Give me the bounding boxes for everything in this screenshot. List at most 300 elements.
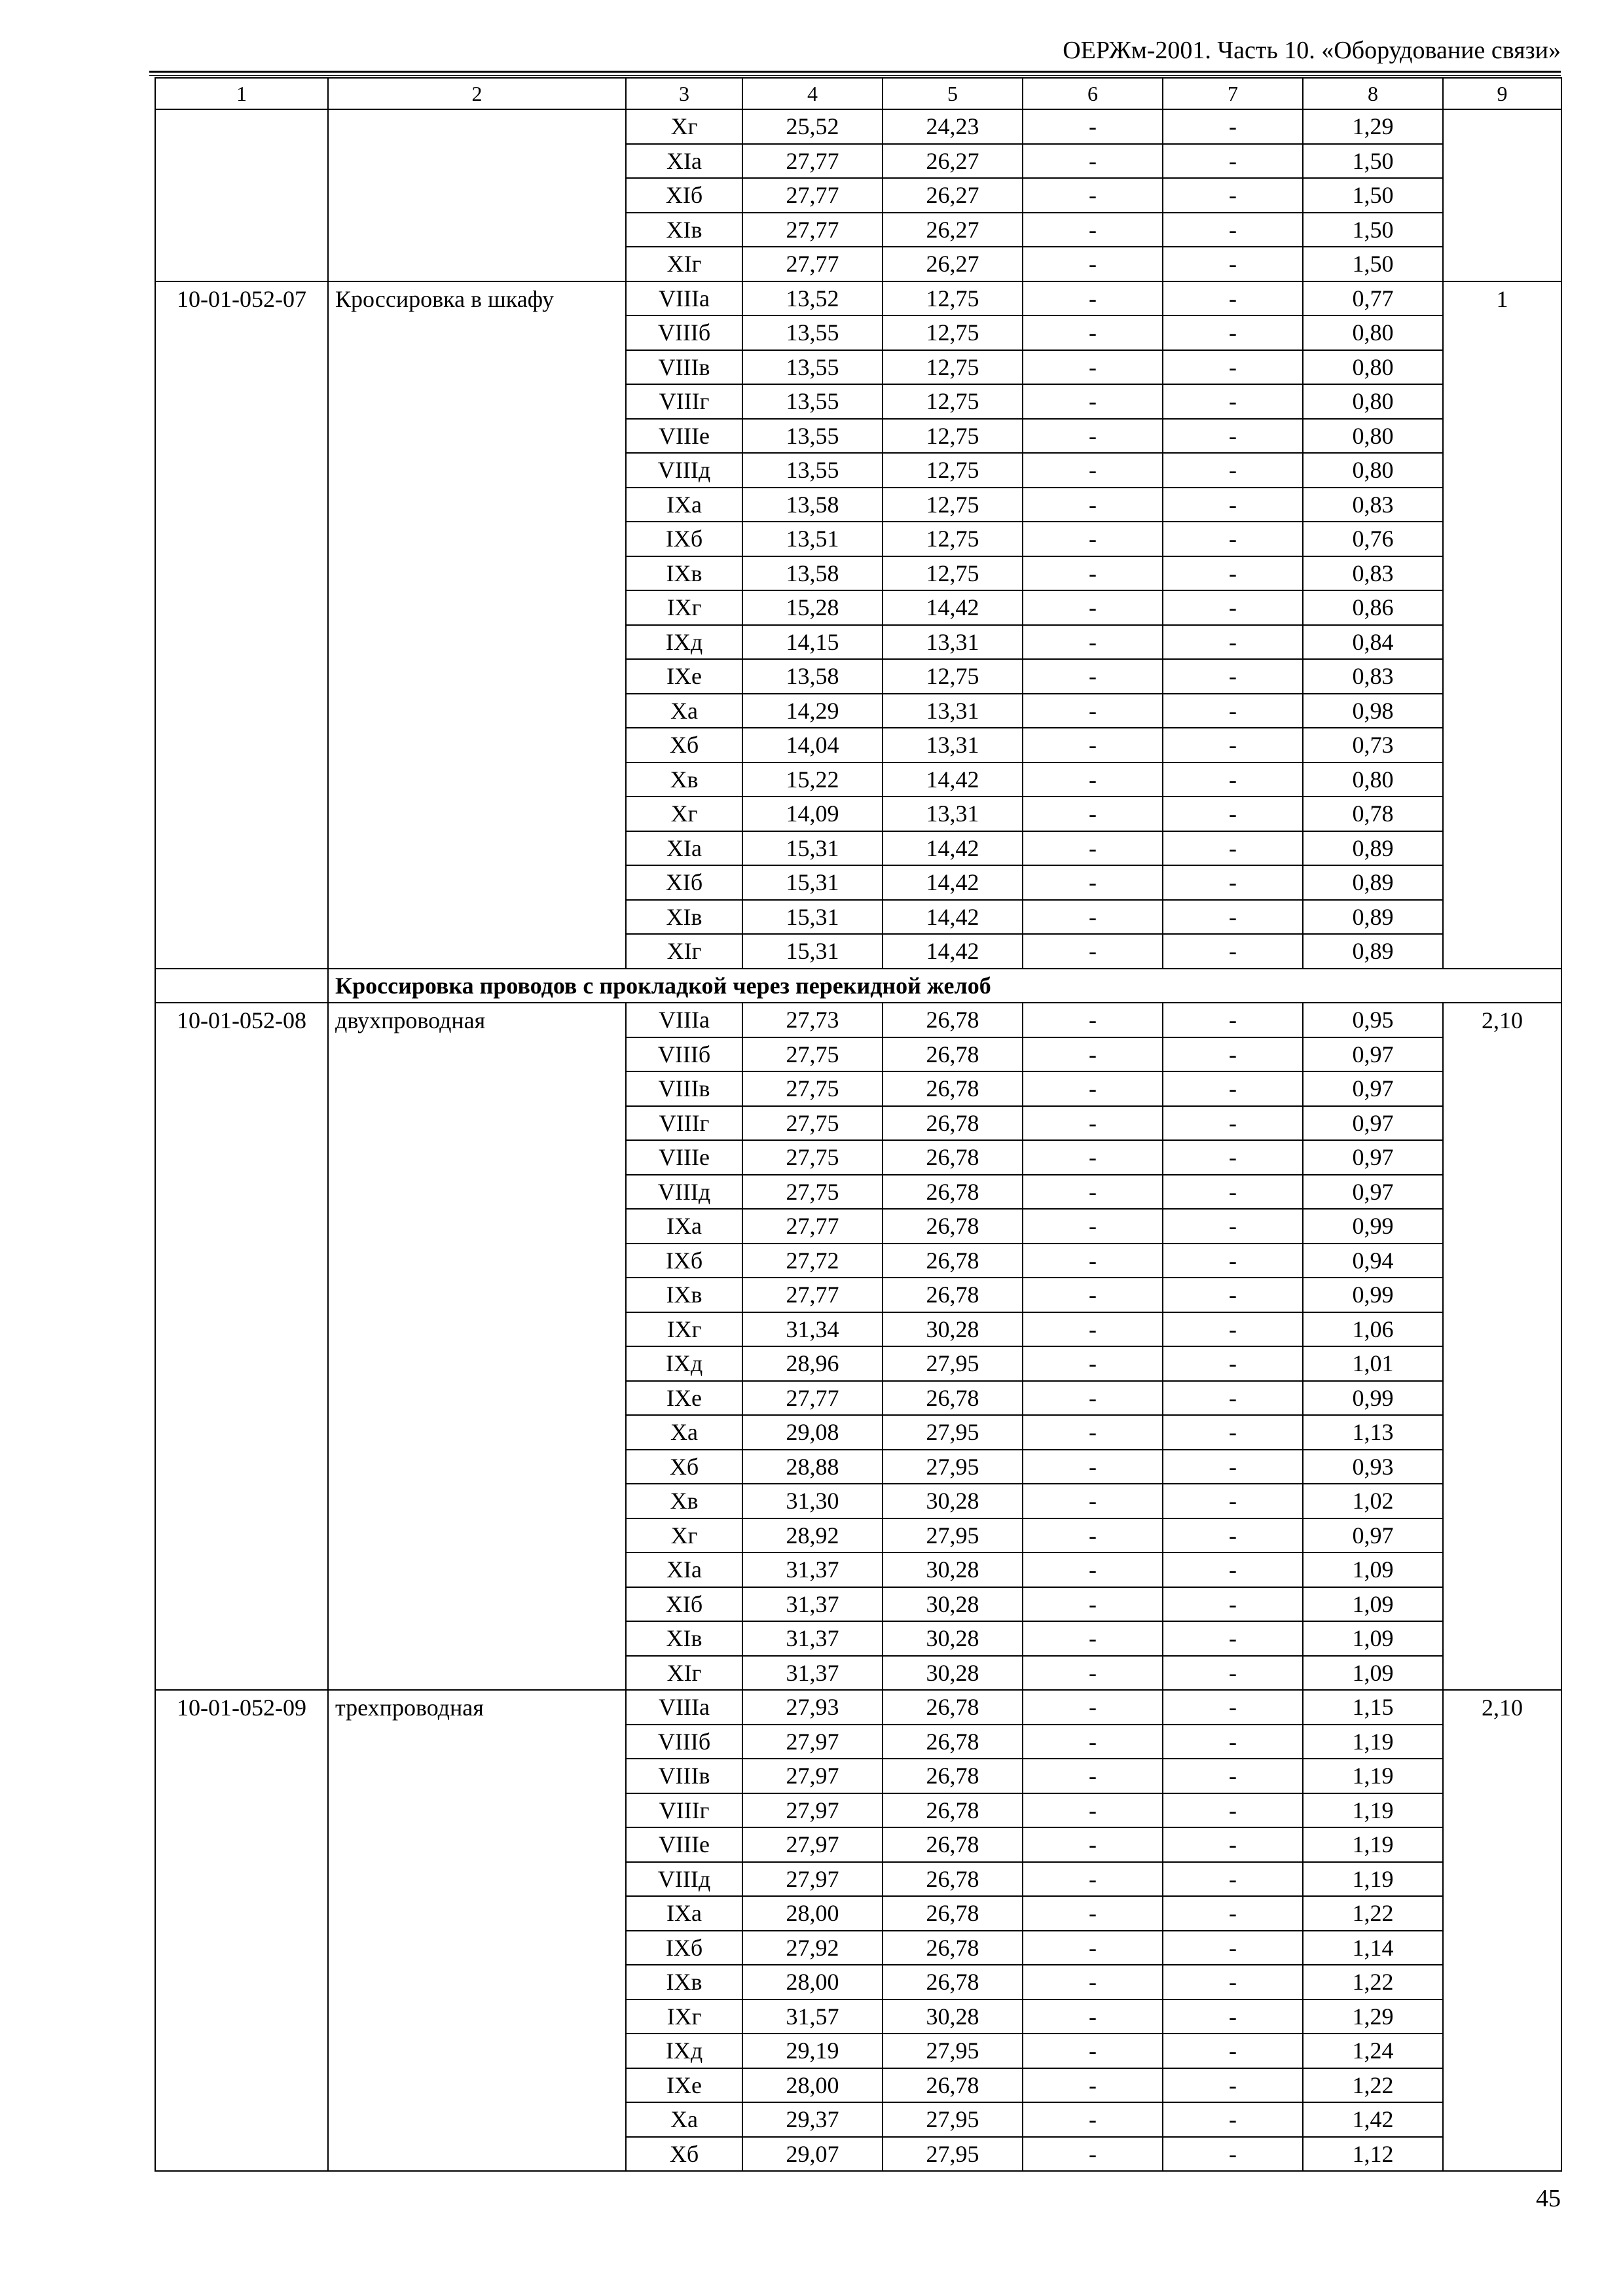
value-cell: 0,99 — [1303, 1209, 1443, 1244]
category-cell: Xб — [626, 2137, 742, 2172]
value-cell: - — [1023, 934, 1163, 969]
value-cell: 12,75 — [883, 522, 1023, 556]
value-cell: 0,94 — [1303, 1244, 1443, 1278]
value-cell: 29,19 — [742, 2034, 883, 2068]
value-cell: - — [1023, 1381, 1163, 1416]
value-cell: 14,29 — [742, 694, 883, 728]
category-cell: Xг — [626, 1518, 742, 1553]
value-cell: 12,75 — [883, 419, 1023, 454]
category-cell: VIIIа — [626, 281, 742, 316]
value-cell: - — [1023, 1965, 1163, 2000]
value-cell: 24,23 — [883, 109, 1023, 144]
value-cell: - — [1163, 659, 1303, 694]
value-cell: - — [1023, 1037, 1163, 1072]
value-cell: 13,31 — [883, 694, 1023, 728]
value-cell: - — [1163, 1450, 1303, 1484]
category-cell: IXг — [626, 590, 742, 625]
value-cell: - — [1163, 144, 1303, 179]
value-cell: - — [1163, 1175, 1303, 1210]
value-cell: - — [1023, 1278, 1163, 1312]
value-cell: - — [1163, 1793, 1303, 1828]
category-cell: VIIIд — [626, 1862, 742, 1897]
value-cell: 1,19 — [1303, 1793, 1443, 1828]
value-cell: 27,75 — [742, 1106, 883, 1141]
value-cell: - — [1163, 694, 1303, 728]
column-header: 2 — [328, 78, 626, 109]
category-cell: IXе — [626, 2068, 742, 2103]
value-cell: - — [1163, 1071, 1303, 1106]
category-cell: Xа — [626, 694, 742, 728]
value-cell: - — [1163, 453, 1303, 488]
category-cell: IXа — [626, 1209, 742, 1244]
value-cell: - — [1163, 865, 1303, 900]
value-cell: 14,42 — [883, 831, 1023, 866]
value-cell: - — [1023, 213, 1163, 247]
value-cell: - — [1023, 1003, 1163, 1037]
norm-name: двухпроводная — [328, 1003, 626, 1690]
value-cell: - — [1163, 1656, 1303, 1691]
column-header: 8 — [1303, 78, 1443, 109]
category-cell: VIIIа — [626, 1690, 742, 1725]
value-cell: - — [1163, 556, 1303, 591]
value-cell: 27,75 — [742, 1175, 883, 1210]
value-cell: 30,28 — [883, 1656, 1023, 1691]
value-cell: 0,89 — [1303, 934, 1443, 969]
category-cell: XIв — [626, 213, 742, 247]
value-cell: 31,37 — [742, 1587, 883, 1622]
value-cell: 1,50 — [1303, 247, 1443, 281]
value-cell: 26,78 — [883, 1862, 1023, 1897]
category-cell: VIIIе — [626, 1827, 742, 1862]
value-cell: - — [1163, 1278, 1303, 1312]
value-cell: 13,55 — [742, 453, 883, 488]
value-cell: - — [1163, 900, 1303, 935]
value-cell: - — [1163, 2137, 1303, 2172]
value-cell: 29,07 — [742, 2137, 883, 2172]
value-cell: - — [1163, 590, 1303, 625]
value-cell: 13,58 — [742, 556, 883, 591]
value-cell: - — [1023, 1587, 1163, 1622]
value-cell: 28,92 — [742, 1518, 883, 1553]
value-cell: - — [1023, 1552, 1163, 1587]
value-cell: 30,28 — [883, 1552, 1023, 1587]
value-cell: - — [1163, 1965, 1303, 2000]
value-cell: 26,78 — [883, 1037, 1023, 1072]
category-cell: VIIIг — [626, 1793, 742, 1828]
value-cell: - — [1163, 1759, 1303, 1793]
category-cell: VIIIв — [626, 1071, 742, 1106]
value-cell: 30,28 — [883, 1484, 1023, 1518]
value-cell: 27,75 — [742, 1071, 883, 1106]
value-cell: 12,75 — [883, 350, 1023, 385]
value-cell: - — [1163, 762, 1303, 797]
value-cell: - — [1023, 1312, 1163, 1347]
value-cell: 13,55 — [742, 384, 883, 419]
value-cell: - — [1163, 1244, 1303, 1278]
norm-code — [155, 109, 328, 281]
value-cell: 0,80 — [1303, 762, 1443, 797]
value-cell: - — [1163, 831, 1303, 866]
value-cell: - — [1023, 1244, 1163, 1278]
page-number: 45 — [1536, 2185, 1561, 2212]
value-cell: 13,55 — [742, 419, 883, 454]
value-cell: 1,50 — [1303, 178, 1443, 213]
value-cell: - — [1023, 419, 1163, 454]
column-header: 5 — [883, 78, 1023, 109]
category-cell: IXа — [626, 488, 742, 522]
value-cell: 26,78 — [883, 1827, 1023, 1862]
category-cell: VIIIд — [626, 453, 742, 488]
section-row — [155, 969, 1561, 1003]
category-cell: Xв — [626, 762, 742, 797]
value-cell: 0,83 — [1303, 659, 1443, 694]
value-cell: - — [1163, 1415, 1303, 1450]
value-cell: 12,75 — [883, 556, 1023, 591]
value-cell: - — [1023, 2034, 1163, 2068]
value-cell: 13,51 — [742, 522, 883, 556]
value-cell: 1,14 — [1303, 1931, 1443, 1965]
section-code-cell — [155, 969, 328, 1003]
norm-code: 10-01-052-07 — [155, 281, 328, 969]
value-cell: - — [1163, 2068, 1303, 2103]
value-cell: 0,83 — [1303, 556, 1443, 591]
value-cell: 0,86 — [1303, 590, 1443, 625]
value-cell: 1,09 — [1303, 1656, 1443, 1691]
value-cell: - — [1163, 934, 1303, 969]
category-cell: VIIIв — [626, 350, 742, 385]
value-cell: 26,78 — [883, 1106, 1023, 1141]
category-cell: VIIIб — [626, 1725, 742, 1759]
value-cell: 27,95 — [883, 2137, 1023, 2172]
value-cell: 31,34 — [742, 1312, 883, 1347]
value-cell: 1,42 — [1303, 2102, 1443, 2137]
norm-factor: 2,10 — [1443, 1003, 1561, 1690]
value-cell: - — [1163, 2102, 1303, 2137]
value-cell: 27,95 — [883, 1518, 1023, 1553]
value-cell: - — [1023, 384, 1163, 419]
value-cell: 14,09 — [742, 797, 883, 831]
value-cell: 27,75 — [742, 1037, 883, 1072]
value-cell: 30,28 — [883, 1621, 1023, 1656]
value-cell: - — [1163, 1037, 1303, 1072]
value-cell: 29,37 — [742, 2102, 883, 2137]
value-cell: - — [1023, 350, 1163, 385]
value-cell: - — [1163, 419, 1303, 454]
value-cell: 31,37 — [742, 1552, 883, 1587]
value-cell: - — [1163, 1381, 1303, 1416]
norms-table-body — [155, 109, 1561, 2171]
value-cell: - — [1023, 1793, 1163, 1828]
value-cell: 1,19 — [1303, 1862, 1443, 1897]
value-cell: 0,83 — [1303, 488, 1443, 522]
value-cell: - — [1023, 2000, 1163, 2034]
value-cell: 26,27 — [883, 144, 1023, 179]
category-cell: VIIIе — [626, 1140, 742, 1175]
value-cell: - — [1163, 384, 1303, 419]
category-cell: IXе — [626, 1381, 742, 1416]
value-cell: - — [1023, 1827, 1163, 1862]
norm-name: Кроссировка в шкафу — [328, 281, 626, 969]
value-cell: 14,42 — [883, 865, 1023, 900]
value-cell: - — [1163, 1484, 1303, 1518]
value-cell: 1,19 — [1303, 1827, 1443, 1862]
value-cell: - — [1163, 1931, 1303, 1965]
value-cell: - — [1023, 900, 1163, 935]
value-cell: 27,77 — [742, 213, 883, 247]
category-cell: Xв — [626, 1484, 742, 1518]
value-cell: 1,01 — [1303, 1346, 1443, 1381]
value-cell: 26,78 — [883, 1725, 1023, 1759]
value-cell: - — [1023, 109, 1163, 144]
value-cell: 0,97 — [1303, 1106, 1443, 1141]
value-cell: 26,78 — [883, 1690, 1023, 1725]
value-cell: 27,97 — [742, 1725, 883, 1759]
value-cell: - — [1023, 1106, 1163, 1141]
value-cell: 29,08 — [742, 1415, 883, 1450]
value-cell: - — [1163, 1896, 1303, 1931]
value-cell: 27,97 — [742, 1862, 883, 1897]
category-cell: XIв — [626, 900, 742, 935]
value-cell: 0,80 — [1303, 419, 1443, 454]
value-cell: 31,37 — [742, 1656, 883, 1691]
value-cell: - — [1023, 1209, 1163, 1244]
value-cell: 15,31 — [742, 831, 883, 866]
category-cell: XIб — [626, 865, 742, 900]
norms-table — [155, 77, 1562, 2172]
value-cell: - — [1163, 178, 1303, 213]
value-cell: 14,42 — [883, 762, 1023, 797]
category-cell: IXв — [626, 556, 742, 591]
category-cell: IXд — [626, 1346, 742, 1381]
value-cell: - — [1163, 247, 1303, 281]
value-cell: - — [1023, 1621, 1163, 1656]
value-cell: 27,77 — [742, 178, 883, 213]
column-header: 1 — [155, 78, 328, 109]
category-cell: Xа — [626, 1415, 742, 1450]
value-cell: - — [1023, 1862, 1163, 1897]
value-cell: 1,50 — [1303, 144, 1443, 179]
category-cell: VIIIг — [626, 384, 742, 419]
category-cell: VIIIд — [626, 1175, 742, 1210]
category-cell: IXд — [626, 2034, 742, 2068]
value-cell: - — [1163, 350, 1303, 385]
value-cell: 0,97 — [1303, 1140, 1443, 1175]
column-header: 6 — [1023, 78, 1163, 109]
value-cell: 0,97 — [1303, 1175, 1443, 1210]
value-cell: 27,77 — [742, 144, 883, 179]
value-cell: 26,27 — [883, 247, 1023, 281]
value-cell: 27,97 — [742, 1759, 883, 1793]
column-header: 7 — [1163, 78, 1303, 109]
category-cell: Xб — [626, 1450, 742, 1484]
value-cell: 1,24 — [1303, 2034, 1443, 2068]
value-cell: - — [1023, 625, 1163, 660]
value-cell: 26,78 — [883, 2068, 1023, 2103]
value-cell: 31,30 — [742, 1484, 883, 1518]
value-cell: - — [1163, 213, 1303, 247]
value-cell: 13,55 — [742, 350, 883, 385]
category-cell: Xг — [626, 797, 742, 831]
value-cell: 1,02 — [1303, 1484, 1443, 1518]
value-cell: 26,78 — [883, 1003, 1023, 1037]
value-cell: 27,72 — [742, 1244, 883, 1278]
value-cell: 0,80 — [1303, 384, 1443, 419]
value-cell: 27,95 — [883, 1450, 1023, 1484]
category-cell: VIIIг — [626, 1106, 742, 1141]
category-cell: XIв — [626, 1621, 742, 1656]
table-row — [155, 281, 1561, 316]
value-cell: - — [1163, 1690, 1303, 1725]
value-cell: 0,89 — [1303, 865, 1443, 900]
value-cell: 0,80 — [1303, 315, 1443, 350]
category-cell: VIIIб — [626, 315, 742, 350]
value-cell: - — [1023, 865, 1163, 900]
value-cell: 0,98 — [1303, 694, 1443, 728]
value-cell: 27,95 — [883, 1415, 1023, 1450]
category-cell: Xг — [626, 109, 742, 144]
value-cell: 27,75 — [742, 1140, 883, 1175]
value-cell: 1,22 — [1303, 1965, 1443, 2000]
value-cell: - — [1163, 625, 1303, 660]
value-cell: - — [1163, 1312, 1303, 1347]
value-cell: - — [1023, 315, 1163, 350]
value-cell: 27,77 — [742, 247, 883, 281]
value-cell: - — [1163, 1209, 1303, 1244]
category-cell: IXа — [626, 1896, 742, 1931]
value-cell: 12,75 — [883, 453, 1023, 488]
value-cell: - — [1163, 1862, 1303, 1897]
value-cell: 13,31 — [883, 797, 1023, 831]
column-header: 9 — [1443, 78, 1561, 109]
value-cell: - — [1023, 556, 1163, 591]
value-cell: - — [1163, 1621, 1303, 1656]
category-cell: IXг — [626, 2000, 742, 2034]
value-cell: - — [1023, 281, 1163, 316]
value-cell: 15,31 — [742, 934, 883, 969]
value-cell: 26,78 — [883, 1896, 1023, 1931]
value-cell: 12,75 — [883, 384, 1023, 419]
value-cell: 26,78 — [883, 1931, 1023, 1965]
value-cell: 0,80 — [1303, 453, 1443, 488]
value-cell: 26,78 — [883, 1175, 1023, 1210]
category-cell: XIг — [626, 247, 742, 281]
value-cell: - — [1023, 1518, 1163, 1553]
value-cell: - — [1023, 488, 1163, 522]
norm-code: 10-01-052-09 — [155, 1690, 328, 2171]
value-cell: - — [1163, 2000, 1303, 2034]
value-cell: 26,78 — [883, 1381, 1023, 1416]
value-cell: 13,31 — [883, 728, 1023, 762]
category-cell: IXд — [626, 625, 742, 660]
value-cell: - — [1023, 247, 1163, 281]
value-cell: 28,96 — [742, 1346, 883, 1381]
value-cell: 13,31 — [883, 625, 1023, 660]
value-cell: - — [1023, 1484, 1163, 1518]
value-cell: - — [1163, 1346, 1303, 1381]
value-cell: 0,93 — [1303, 1450, 1443, 1484]
category-cell: VIIIа — [626, 1003, 742, 1037]
value-cell: - — [1023, 2068, 1163, 2103]
value-cell: 1,09 — [1303, 1587, 1443, 1622]
category-cell: VIIIб — [626, 1037, 742, 1072]
norm-code: 10-01-052-08 — [155, 1003, 328, 1690]
value-cell: 0,97 — [1303, 1518, 1443, 1553]
value-cell: - — [1023, 1896, 1163, 1931]
value-cell: 14,15 — [742, 625, 883, 660]
value-cell: 0,76 — [1303, 522, 1443, 556]
value-cell: 15,31 — [742, 865, 883, 900]
value-cell: 0,99 — [1303, 1381, 1443, 1416]
category-cell: IXе — [626, 659, 742, 694]
value-cell: - — [1163, 488, 1303, 522]
value-cell: 26,27 — [883, 213, 1023, 247]
value-cell: 25,52 — [742, 109, 883, 144]
value-cell: - — [1163, 522, 1303, 556]
category-cell: IXг — [626, 1312, 742, 1347]
value-cell: 30,28 — [883, 2000, 1023, 2034]
value-cell: 1,12 — [1303, 2137, 1443, 2172]
category-cell: XIа — [626, 144, 742, 179]
value-cell: 28,00 — [742, 2068, 883, 2103]
value-cell: 0,89 — [1303, 831, 1443, 866]
value-cell: 13,55 — [742, 315, 883, 350]
value-cell: - — [1023, 762, 1163, 797]
value-cell: - — [1023, 659, 1163, 694]
value-cell: - — [1023, 831, 1163, 866]
value-cell: 27,95 — [883, 1346, 1023, 1381]
value-cell: - — [1163, 797, 1303, 831]
category-cell: XIг — [626, 1656, 742, 1691]
value-cell: - — [1163, 2034, 1303, 2068]
section-title: Кроссировка проводов с прокладкой через перекидной желоб — [328, 969, 1561, 1003]
value-cell: 13,58 — [742, 659, 883, 694]
value-cell: 1,19 — [1303, 1725, 1443, 1759]
value-cell: - — [1023, 1346, 1163, 1381]
value-cell: - — [1023, 797, 1163, 831]
value-cell: 27,73 — [742, 1003, 883, 1037]
value-cell: 26,27 — [883, 178, 1023, 213]
value-cell: - — [1163, 1106, 1303, 1141]
value-cell: 27,77 — [742, 1381, 883, 1416]
value-cell: 1,22 — [1303, 2068, 1443, 2103]
value-cell: - — [1163, 1003, 1303, 1037]
norm-factor: 1 — [1443, 281, 1561, 969]
header-rule — [149, 71, 1561, 73]
value-cell: 0,73 — [1303, 728, 1443, 762]
value-cell: - — [1163, 281, 1303, 316]
value-cell: 0,77 — [1303, 281, 1443, 316]
category-cell: IXб — [626, 1931, 742, 1965]
table-row — [155, 109, 1561, 144]
value-cell: - — [1163, 1827, 1303, 1862]
value-cell: 26,78 — [883, 1278, 1023, 1312]
value-cell: 1,19 — [1303, 1759, 1443, 1793]
value-cell: 1,22 — [1303, 1896, 1443, 1931]
category-cell: IXб — [626, 1244, 742, 1278]
value-cell: - — [1163, 728, 1303, 762]
category-cell: XIб — [626, 1587, 742, 1622]
category-cell: VIIIе — [626, 419, 742, 454]
category-cell: XIг — [626, 934, 742, 969]
value-cell: 0,97 — [1303, 1037, 1443, 1072]
value-cell: - — [1023, 1415, 1163, 1450]
value-cell: 14,04 — [742, 728, 883, 762]
value-cell: - — [1163, 109, 1303, 144]
value-cell: 1,15 — [1303, 1690, 1443, 1725]
value-cell: - — [1023, 1759, 1163, 1793]
table-row — [155, 1690, 1561, 1725]
value-cell: - — [1023, 522, 1163, 556]
